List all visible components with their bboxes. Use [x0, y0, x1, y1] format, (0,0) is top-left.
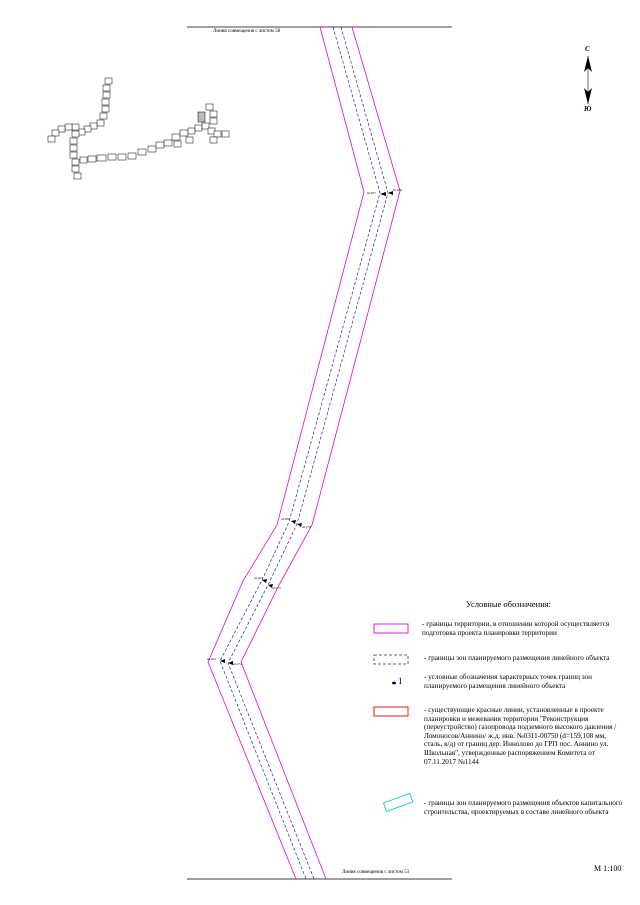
legend-item-red-lines: - существующие красные линии, установленные в проекте планировки и межевания территории "Реконструкция (переустройство) газопровода подземного высокого давления /Ломоносов/Аннино/ ж.д. инв. №0311-00750 (d=159,108 мм, сталь, в/д) от границ дер. Иннолово до ГРП пос. Аннино ул. Школьная", утвержденные распоряжением Комитета от 07.11.2017 №1144	[424, 706, 617, 766]
compass-south-label: Ю	[584, 105, 592, 113]
point-label: н1176	[302, 525, 311, 529]
legend-symbol-red-lines	[374, 707, 408, 716]
territory-boundary	[208, 27, 400, 879]
point-marker	[291, 520, 296, 524]
point-label: н1175	[272, 586, 281, 590]
legend-item-territory: - границы территории, в отношении которой осуществляется подготовка проекта планировки территории	[422, 620, 610, 637]
linear-object-zone	[220, 27, 388, 879]
legend-item-zone: - границы зон планируемого размещения линейного объекта	[424, 654, 610, 662]
point-label: н1207	[367, 191, 376, 195]
legend-symbols	[374, 624, 413, 811]
north-arrow	[584, 56, 592, 104]
legend-symbol-territory	[374, 624, 408, 633]
sheet-layout-key	[48, 78, 229, 179]
map-scale: М 1:100	[594, 864, 622, 873]
point-label: н1205	[254, 576, 263, 580]
characteristic-points	[220, 191, 393, 665]
point-label: н1169	[393, 188, 402, 192]
legend-symbol-zone	[374, 655, 408, 664]
legend-item-cyan-zone: - границы зон планируемого размещения объектов капитального строительства, проектируемых в составе линейного объекта	[424, 799, 623, 816]
point-labels	[207, 188, 402, 666]
point-label: н1206	[281, 517, 290, 521]
legend-point-marker-label: 1	[398, 676, 403, 686]
bottom-sheet-label: Линия совмещения с листом 53	[342, 870, 410, 875]
legend-title: Условные обозначения:	[466, 599, 552, 609]
point-label: н1174	[233, 662, 242, 666]
compass-north-label: С	[585, 45, 590, 53]
point-marker	[380, 192, 386, 196]
legend-symbol-cyan-zone	[383, 793, 412, 811]
point-label: н1204	[207, 657, 216, 661]
legend-item-points: - условные обозначения характерных точек границ зон планируемого размещения линейного объекта	[424, 673, 592, 690]
top-sheet-label: Линия совмещения с листом 58	[213, 29, 281, 34]
legend-symbol-point	[392, 682, 396, 685]
